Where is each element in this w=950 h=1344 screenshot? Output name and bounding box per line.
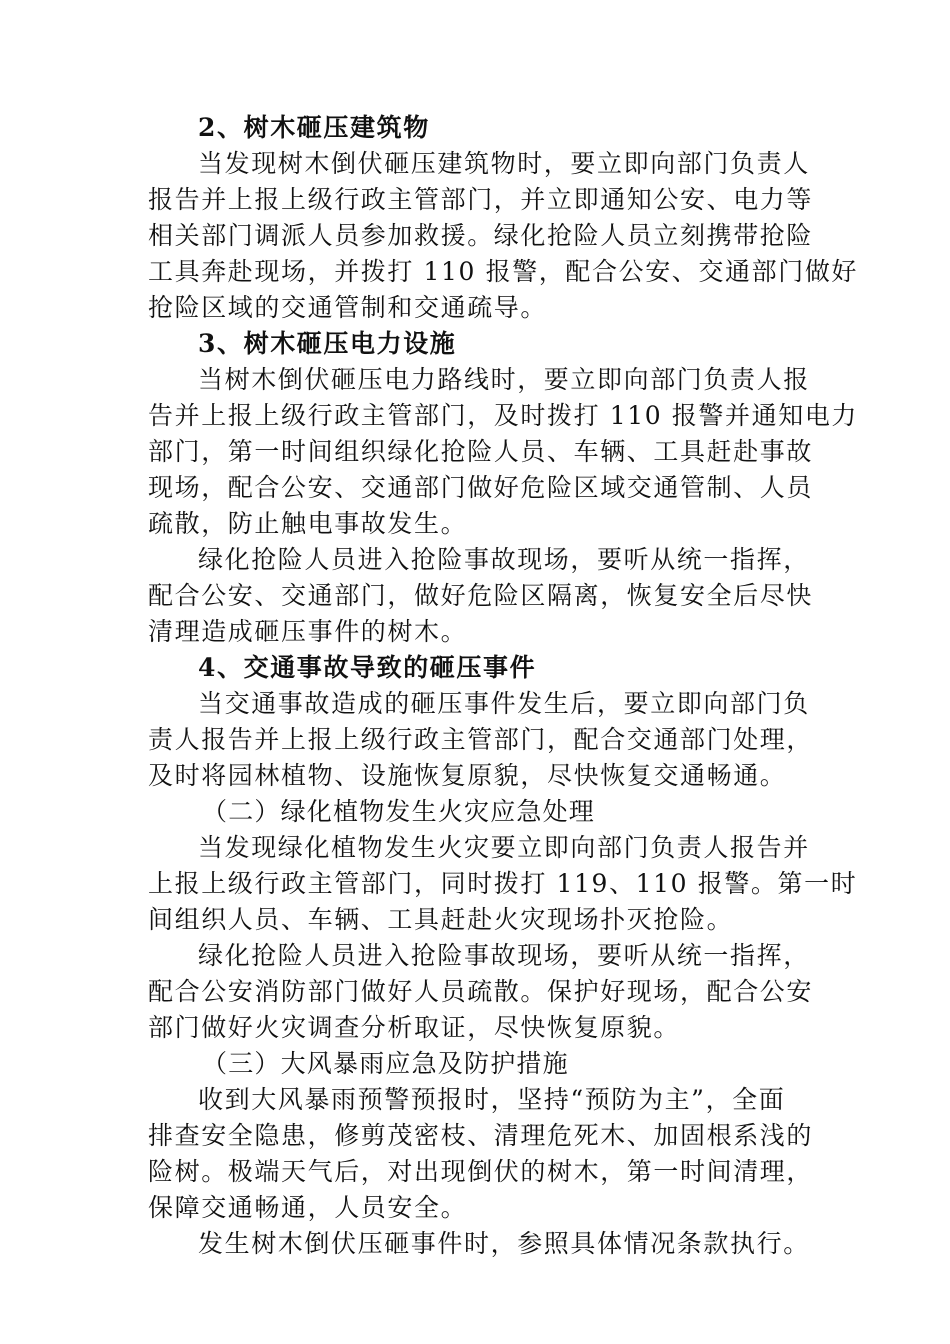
- subsection-heading: （三）大风暴雨应急及防护措施: [202, 1049, 569, 1078]
- paragraph-line: 收到大风暴雨预警预报时，坚持“预防为主”，全面: [198, 1085, 786, 1114]
- paragraph-line: 间组织人员、车辆、工具赶赴火灾现场扑灭抢险。: [148, 905, 734, 934]
- paragraph-line: 部门做好火灾调查分析取证，尽快恢复原貌。: [148, 1013, 681, 1042]
- paragraph-line: 当树木倒伏砸压电力路线时，要立即向部门负责人报: [198, 365, 810, 394]
- paragraph-line: 险树。极端天气后，对出现倒伏的树木，第一时间清理，: [148, 1157, 814, 1186]
- paragraph-line: 发生树木倒伏压砸事件时，参照具体情况条款执行。: [198, 1229, 810, 1258]
- paragraph-line: 部门，第一时间组织绿化抢险人员、车辆、工具赶赴事故: [148, 437, 814, 466]
- section-heading: 4、交通事故导致的砸压事件: [198, 653, 537, 682]
- paragraph-line: 报告并上报上级行政主管部门，并立即通知公安、电力等: [148, 185, 814, 214]
- paragraph-line: 上报上级行政主管部门，同时拨打 119、110 报警。第一时: [148, 869, 858, 898]
- paragraph-line: 保障交通畅通，人员安全。: [148, 1193, 468, 1222]
- paragraph-line: 现场，配合公安、交通部门做好危险区域交通管制、人员: [148, 473, 814, 502]
- section-heading: 2、树木砸压建筑物: [198, 113, 430, 142]
- paragraph-line: 责人报告并上报上级行政主管部门，配合交通部门处理，: [148, 725, 814, 754]
- subsection-heading: （二）绿化植物发生火灾应急处理: [202, 797, 596, 826]
- paragraph-line: 告并上报上级行政主管部门，及时拨打 110 报警并通知电力: [148, 401, 859, 430]
- paragraph-line: 排查安全隐患，修剪茂密枝、清理危死木、加固根系浅的: [148, 1121, 814, 1150]
- paragraph-line: 当发现树木倒伏砸压建筑物时，要立即向部门负责人: [198, 149, 810, 178]
- paragraph-line: 抢险区域的交通管制和交通疏导。: [148, 293, 548, 322]
- paragraph-line: 及时将园林植物、设施恢复原貌，尽快恢复交通畅通。: [148, 761, 787, 790]
- section-heading: 3、树木砸压电力设施: [198, 329, 457, 358]
- paragraph-line: 当发现绿化植物发生火灾要立即向部门负责人报告并: [198, 833, 810, 862]
- paragraph-line: 相关部门调派人员参加救援。绿化抢险人员立刻携带抢险: [148, 221, 814, 250]
- paragraph-line: 工具奔赴现场，并拨打 110 报警，配合公安、交通部门做好: [148, 257, 859, 286]
- paragraph-line: 配合公安、交通部门，做好危险区隔离，恢复安全后尽快: [148, 581, 814, 610]
- paragraph-line: 绿化抢险人员进入抢险事故现场，要听从统一指挥，: [198, 545, 810, 574]
- document-page: [148, 110, 859, 1262]
- paragraph-line: 当交通事故造成的砸压事件发生后，要立即向部门负: [198, 689, 810, 718]
- paragraph-line: 配合公安消防部门做好人员疏散。保护好现场，配合公安: [148, 977, 814, 1006]
- paragraph-line: 清理造成砸压事件的树木。: [148, 617, 468, 646]
- paragraph-line: 疏散，防止触电事故发生。: [148, 509, 468, 538]
- paragraph-line: 绿化抢险人员进入抢险事故现场，要听从统一指挥，: [198, 941, 810, 970]
